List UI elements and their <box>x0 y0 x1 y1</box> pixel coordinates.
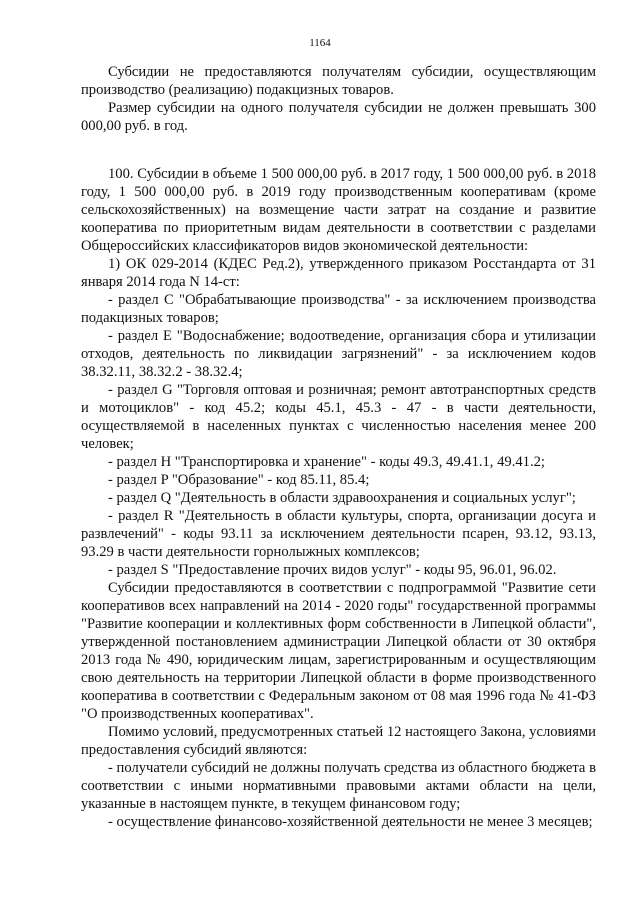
page-number: 1164 <box>309 37 331 49</box>
list-item-section-e: - раздел E "Водоснабжение; водоотведение, организация сбора и утилизации отходов, деятельность по ликвидации загрязнений" - за исключением кодов 38.32.11, 38.32.2 - 38.32.4; <box>81 328 596 380</box>
document-body <box>81 63 596 831</box>
paragraph-ok-029-2014: 1) ОК 029-2014 (КДЕС Ред.2), утвержденного приказом Росстандарта от 31 января 2014 года N 14-ст: <box>81 256 596 290</box>
paragraph-subsidy-limit: Размер субсидии на одного получателя субсидии не должен превышать 300 000,00 руб. в год. <box>81 100 596 134</box>
paragraph-item-100: 100. Субсидии в объеме 1 500 000,00 руб. в 2017 году, 1 500 000,00 руб. в 2018 году, 1 500 000,00 руб. в 2019 году производственным кооперативам (кроме сельскохозяйственных) на возмещение части затрат на создание и развитие кооператива по приоритетным видам деятельности в соответствии с разделами Общероссийских классификаторов видов экономической деятельности: <box>81 166 596 254</box>
list-item-no-other-funds: - получатели субсидий не должны получать средства из областного бюджета в соответствии с иными нормативными правовыми актами области на цели, указанные в настоящем пункте, в текущем финансовом году; <box>81 760 596 812</box>
list-item-section-s: - раздел S "Предоставление прочих видов услуг" - коды 95, 96.01, 96.02. <box>108 562 557 578</box>
paragraph-subprogram: Субсидии предоставляются в соответствии с подпрограммой "Развитие сети кооперативов всех направлений на 2014 - 2020 годы" государственной программы "Развитие кооперации и коллективных форм собственности в Липецкой области", утвержденной постановлением администрации Липецкой области от 30 октября 2013 года № 490, юридическим лицам, зарегистрированным и осуществляющим свою деятельность на территории Липецкой области в форме производственного кооператива в соответствии с Федеральным законом от 08 мая 1996 года № 41-ФЗ "О производственных кооперативах". <box>81 580 596 722</box>
list-item-section-r: - раздел R "Деятельность в области культуры, спорта, организации досуга и развлечений" - коды 93.11 за исключением деятельности псарен, 93.12, 93.13, 93.29 в части деятельности горнолыжных комплексов; <box>81 508 596 560</box>
section-gap <box>81 135 596 165</box>
paragraph-conditions-intro: Помимо условий, предусмотренных статьей 12 настоящего Закона, условиями предоставления субсидий являются: <box>81 724 596 758</box>
list-item-section-g: - раздел G "Торговля оптовая и розничная; ремонт автотранспортных средств и мотоциклов" - код 45.2; коды 45.1, 45.3 - 47 - в части деятельности, осуществляемой в населенных пунктах с численностью населения менее 200 человек; <box>81 382 596 452</box>
list-item-section-h: - раздел H "Транспортировка и хранение" - коды 49.3, 49.41.1, 49.41.2; <box>108 454 545 470</box>
list-item-activity-duration: - осуществление финансово-хозяйственной деятельности не менее 3 месяцев; <box>108 814 593 830</box>
list-item-section-q: - раздел Q "Деятельность в области здравоохранения и социальных услуг"; <box>108 490 576 506</box>
paragraph-excise-exclusion: Субсидии не предоставляются получателям субсидии, осуществляющим производство (реализацию) подакцизных товаров. <box>81 64 596 98</box>
list-item-section-p: - раздел P "Образование" - код 85.11, 85.4; <box>108 472 370 488</box>
list-item-section-c: - раздел C "Обрабатывающие производства" - за исключением производства подакцизных товаров; <box>81 292 596 326</box>
